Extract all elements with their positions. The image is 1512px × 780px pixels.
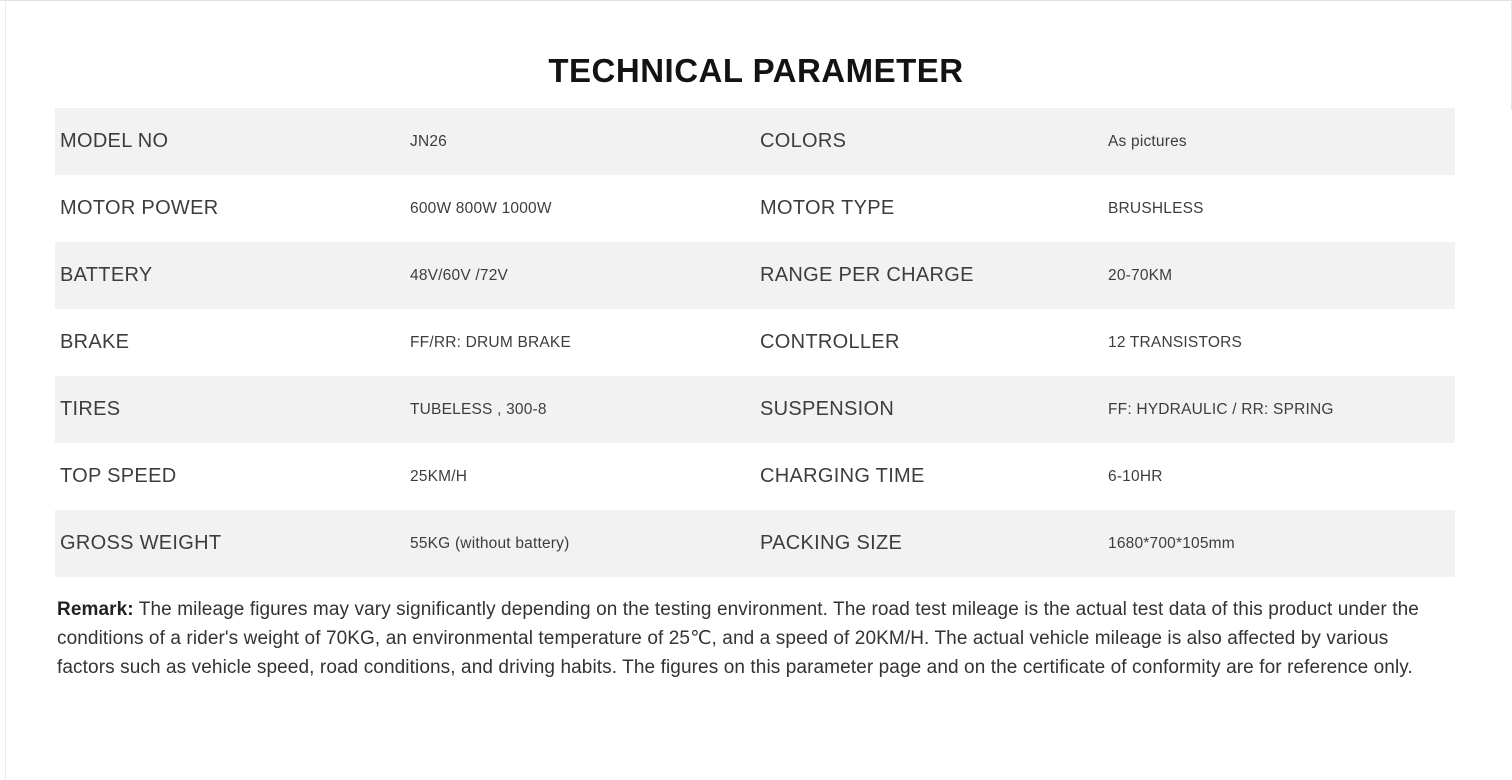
spec-value: 12 TRANSISTORS (1108, 333, 1243, 351)
table-row (55, 108, 1455, 175)
spec-value: 55KG (without battery) (410, 534, 570, 552)
spec-value: BRUSHLESS (1108, 199, 1204, 217)
spec-label: RANGE PER CHARGE (760, 264, 974, 286)
spec-value: FF/RR: DRUM BRAKE (410, 333, 571, 351)
spec-label: PACKING SIZE (760, 532, 903, 554)
spec-value: 600W 800W 1000W (410, 199, 552, 217)
table-row (55, 376, 1455, 443)
spec-label: MODEL NO (60, 130, 169, 152)
spec-value: 48V/60V /72V (410, 266, 509, 284)
table-row (55, 510, 1455, 577)
spec-value: 1680*700*105mm (1108, 534, 1235, 552)
table-row (55, 242, 1455, 309)
spec-label: GROSS WEIGHT (60, 532, 222, 554)
spec-label: COLORS (760, 130, 847, 152)
page-title: TECHNICAL PARAMETER (548, 52, 964, 89)
spec-value: 20-70KM (1108, 266, 1173, 284)
page-left-divider (5, 0, 6, 780)
spec-label: BATTERY (60, 264, 153, 286)
spec-label: TIRES (60, 398, 121, 420)
spec-value: 6-10HR (1108, 467, 1163, 485)
remark-text: The mileage figures may vary significantly depending on the testing environment. The road test mileage is the actual test data of this product under the conditions of a rider's weight of 70KG, an environmental temperature of 25℃, and a speed of 20KM/H. The actual vehicle mileage is also affected by various factors such as vehicle speed, road conditions, and driving habits. The figures on this parameter page and on the certificate of conformity are for reference only. (57, 599, 1419, 678)
spec-label: SUSPENSION (760, 398, 895, 420)
spec-label: CHARGING TIME (760, 465, 925, 487)
page-top-divider (0, 0, 1512, 1)
spec-label: TOP SPEED (60, 465, 177, 487)
remark-label: Remark: (57, 599, 134, 620)
remark-paragraph (57, 595, 1429, 682)
spec-value: JN26 (410, 132, 447, 150)
table-row (55, 443, 1455, 510)
spec-value: TUBELESS , 300-8 (410, 400, 547, 418)
table-row (55, 309, 1455, 376)
spec-value: FF: HYDRAULIC / RR: SPRING (1108, 400, 1334, 418)
spec-label: MOTOR TYPE (760, 197, 895, 219)
spec-label: MOTOR POWER (60, 197, 219, 219)
table-row (55, 175, 1455, 242)
spec-value: 25KM/H (410, 467, 468, 485)
technical-parameter-table (55, 108, 1455, 577)
spec-label: CONTROLLER (760, 331, 900, 353)
spec-value: As pictures (1108, 132, 1187, 150)
spec-label: BRAKE (60, 331, 130, 353)
